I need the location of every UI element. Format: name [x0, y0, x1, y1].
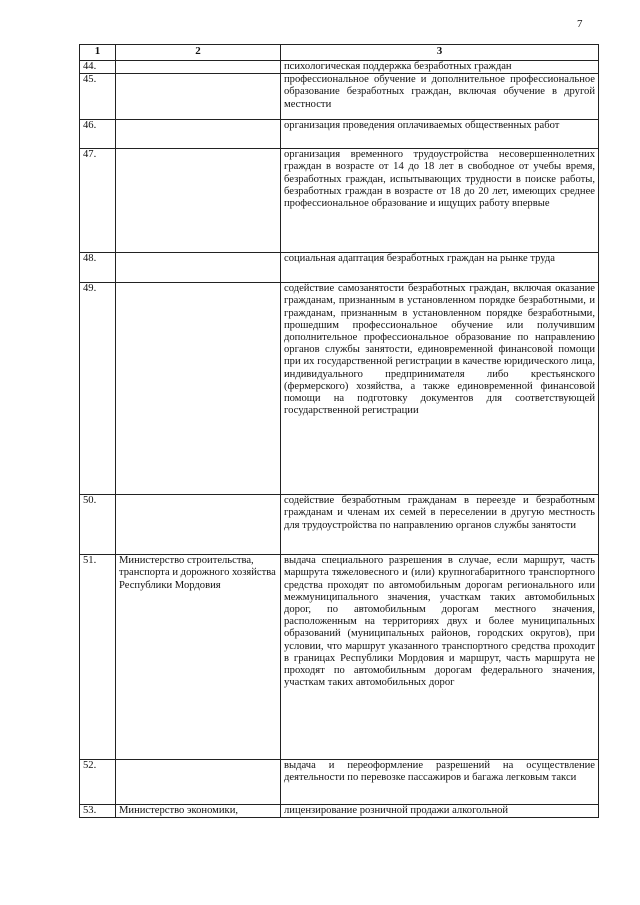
table-row	[80, 149, 599, 253]
service-description: содействие самозанятости безработных граждан, включая оказание гражданам, признанным в установленном порядке безработными, и гражданам, признанным в установленном порядке безработными, прошедшим профессиональное обучение или получившим дополнительное профессиональное образование по направлению органов службы занятости, единовременной финансовой помощи при их государственной регистрации в качестве юридического лица, индивидуального предпринимателя либо крестьянского (фермерского) хозяйства, а также единовременной финансовой помощи на подготовку документов для соответствующей государственной регистрации	[281, 283, 599, 495]
agency-cell	[116, 74, 281, 120]
service-description: профессиональное обучение и дополнительное профессиональное образование безработных граждан, включая обучение в другой местности	[281, 74, 599, 120]
agency-cell: Министерство строительства, транспорта и дорожного хозяйства Республики Мордовия	[116, 555, 281, 760]
row-number: 45.	[80, 74, 116, 120]
agency-cell	[116, 760, 281, 805]
row-number: 47.	[80, 149, 116, 253]
page-number: 7	[577, 18, 583, 30]
row-number: 46.	[80, 120, 116, 149]
table-row	[80, 555, 599, 760]
service-description: организация временного трудоустройства несовершеннолетних граждан в возрасте от 14 до 18 лет в свободное от учебы время, безработных граждан, испытывающих трудности в поиске работы, безработных граждан в возрасте от 18 до 20 лет, имеющих среднее профессиональное образование и ищущих работу впервые	[281, 149, 599, 253]
table-row	[80, 283, 599, 495]
column-header-3: 3	[281, 45, 599, 61]
table-row	[80, 74, 599, 120]
service-description: лицензирование розничной продажи алкогольной	[281, 805, 599, 818]
column-header-2: 2	[116, 45, 281, 61]
service-description: выдача и переоформление разрешений на осуществление деятельности по перевозке пассажиров и багажа легковым такси	[281, 760, 599, 805]
service-description: организация проведения оплачиваемых общественных работ	[281, 120, 599, 149]
table-row	[80, 61, 599, 74]
row-number: 53.	[80, 805, 116, 818]
table-body	[80, 61, 599, 818]
agency-cell	[116, 253, 281, 283]
agency-cell	[116, 149, 281, 253]
row-number: 44.	[80, 61, 116, 74]
row-number: 51.	[80, 555, 116, 760]
service-description: содействие безработным гражданам в переезде и безработным гражданам и членам их семей в переселении в другую местность для трудоустройства по направлению органов службы занятости	[281, 495, 599, 555]
agency-cell	[116, 61, 281, 74]
table-row	[80, 805, 599, 818]
service-description: социальная адаптация безработных граждан на рынке труда	[281, 253, 599, 283]
agency-cell	[116, 495, 281, 555]
row-number: 52.	[80, 760, 116, 805]
table-row	[80, 760, 599, 805]
agency-cell	[116, 283, 281, 495]
table-header-row	[80, 45, 599, 61]
table-row	[80, 120, 599, 149]
row-number: 50.	[80, 495, 116, 555]
service-description: выдача специального разрешения в случае, если маршрут, часть маршрута тяжеловесного и (или) крупногабаритного транспортного средства проходят по автомобильным дорогам регионального или межмуниципального значения, участкам таких автомобильных дорог, по автомобильным дорогам местного значения, расположенным на территориях двух и более муниципальных образований (муниципальных районов, городских округов), при условии, что маршрут указанного транспортного средства проходит в границах Республики Мордовия и маршрут, часть маршрута не проходят по автомобильным дорогам федерального значения, участкам таких автомобильных дорог	[281, 555, 599, 760]
table-row	[80, 253, 599, 283]
row-number: 49.	[80, 283, 116, 495]
document-table	[79, 44, 599, 818]
row-number: 48.	[80, 253, 116, 283]
agency-cell	[116, 120, 281, 149]
table-row	[80, 495, 599, 555]
column-header-1: 1	[80, 45, 116, 61]
agency-cell: Министерство экономики,	[116, 805, 281, 818]
service-description: психологическая поддержка безработных граждан	[281, 61, 599, 74]
